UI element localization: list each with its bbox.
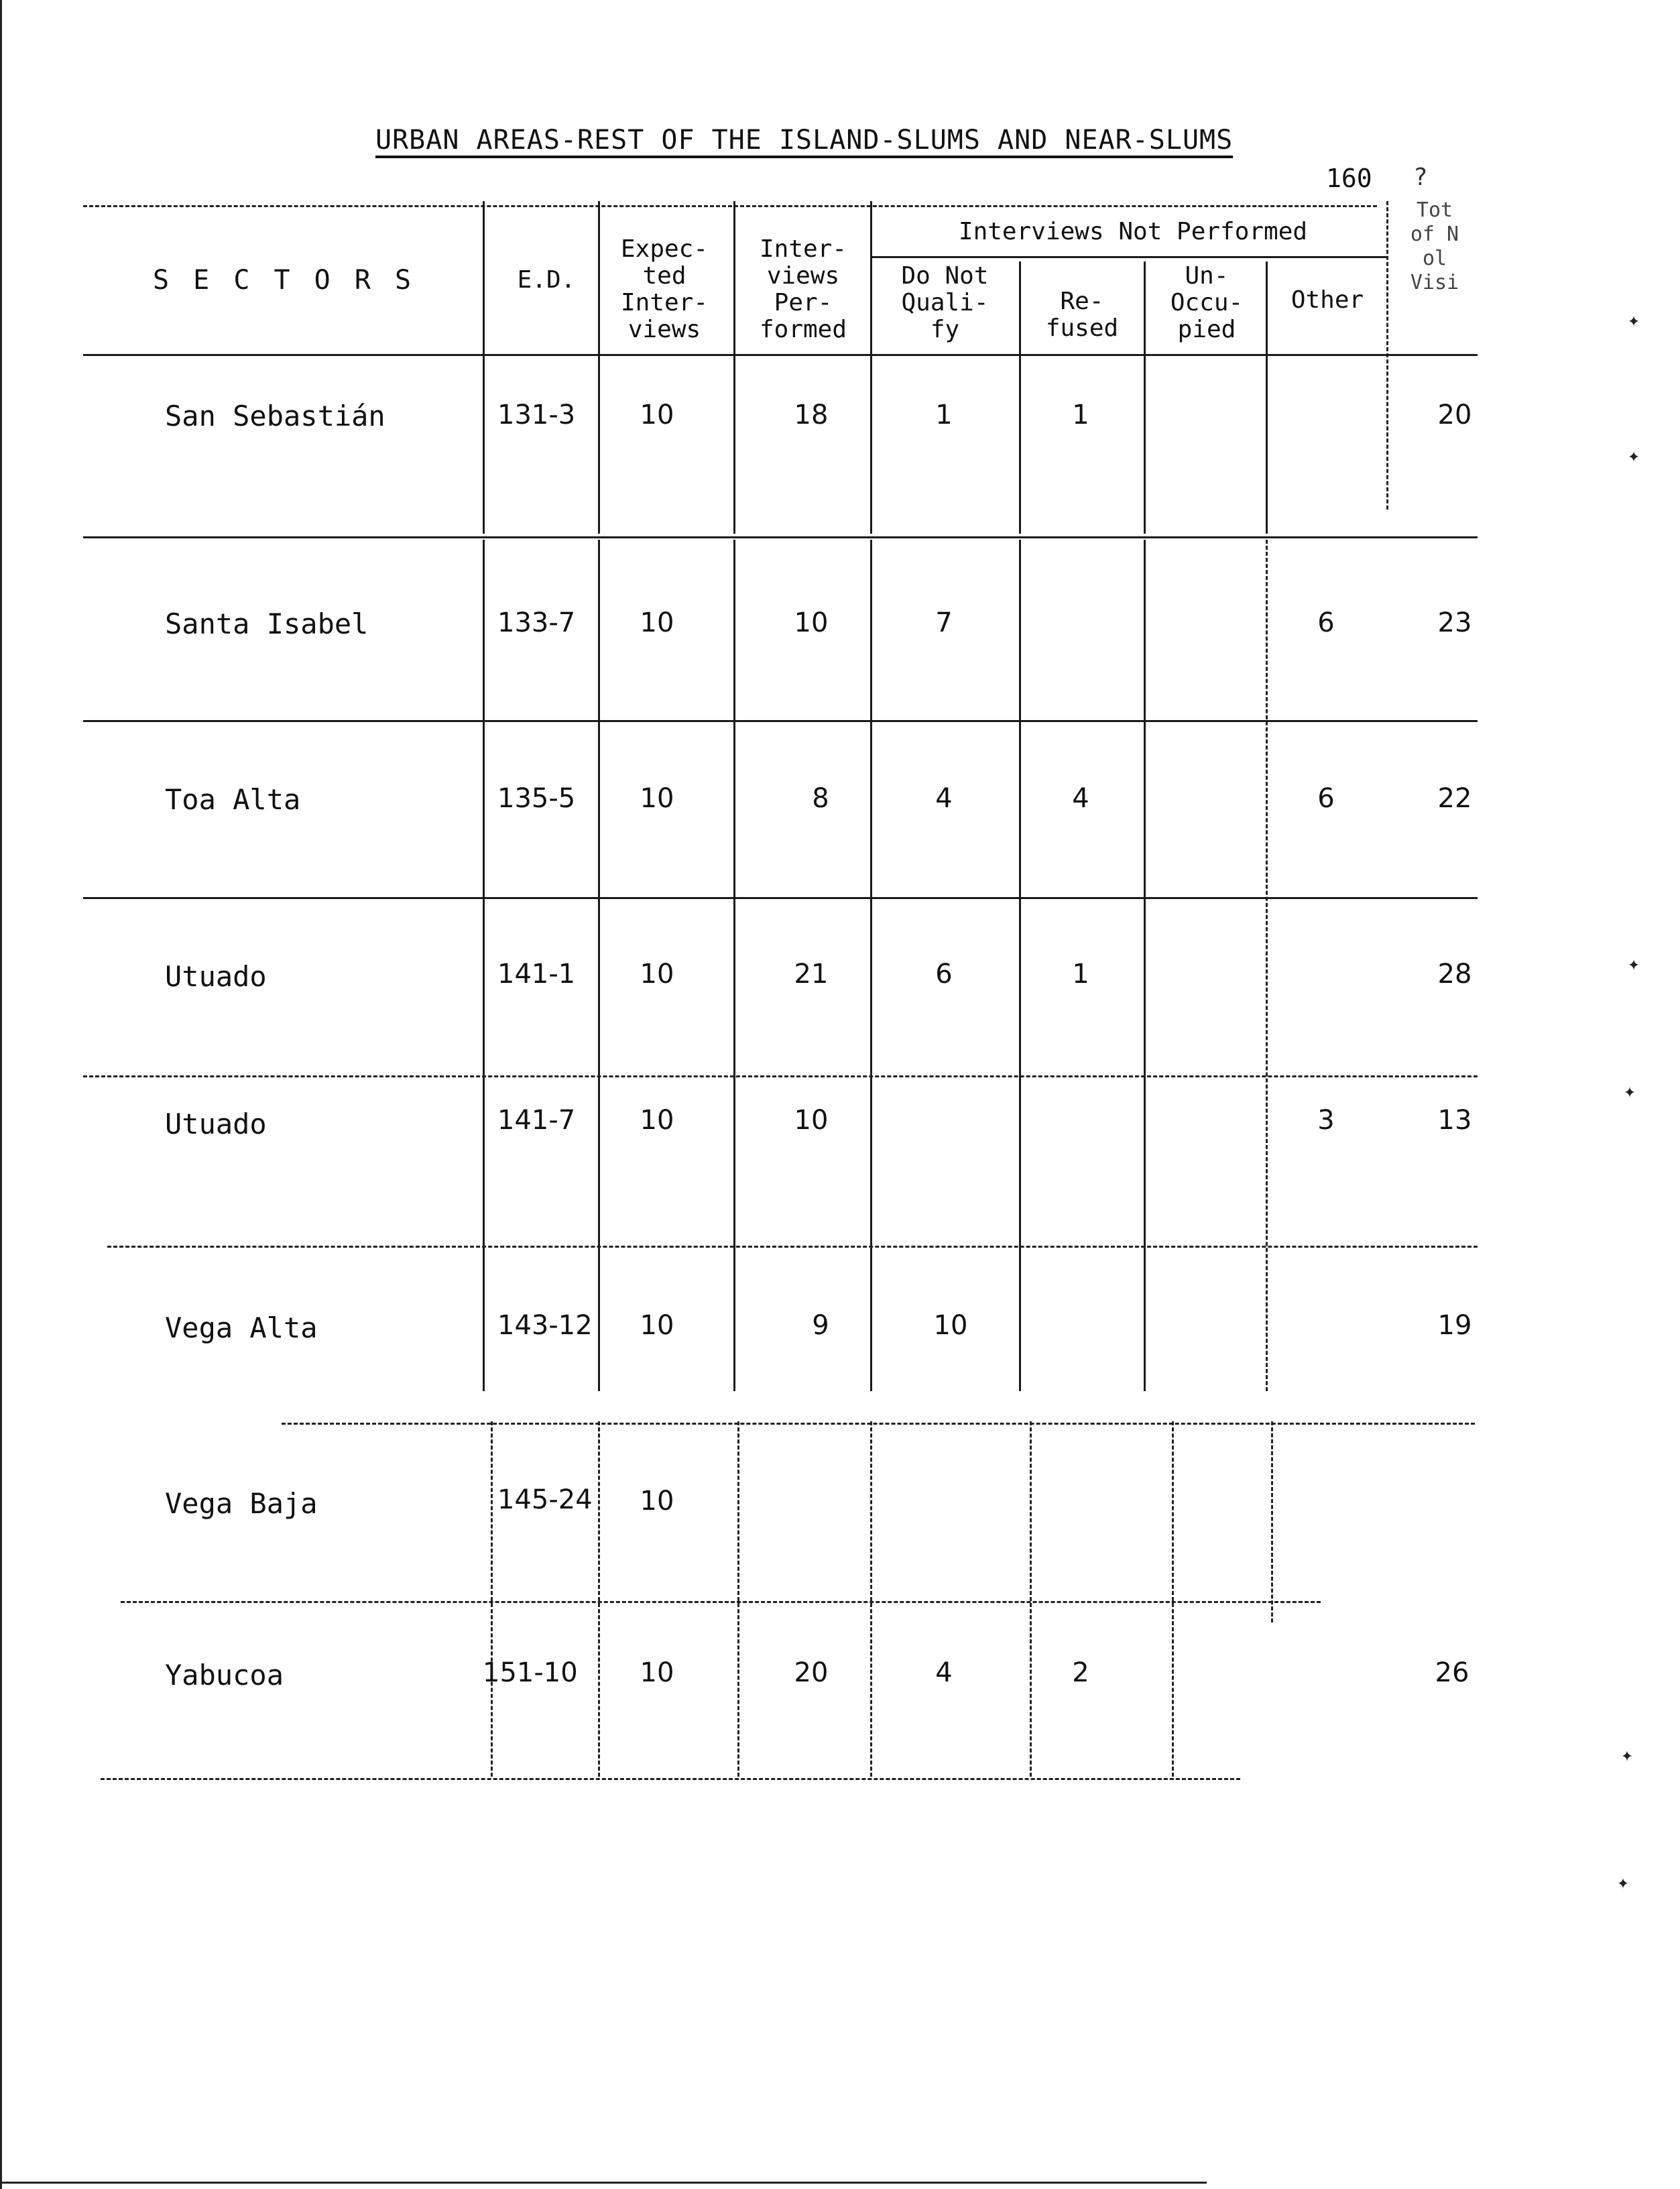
row-2-total: 23 <box>1437 607 1472 638</box>
header-total-visits: Tot of N ol Visi <box>1410 198 1459 294</box>
row-5-other: 3 <box>1317 1105 1335 1136</box>
col-line-6b <box>1144 540 1146 1391</box>
row-5-performed: 10 <box>794 1105 829 1136</box>
row-1-total: 20 <box>1437 400 1472 430</box>
row-5-total: 13 <box>1437 1105 1472 1136</box>
header-expected-interviews: Expec- ted Inter- views <box>620 235 709 343</box>
header-ed: E.D. <box>517 266 576 294</box>
row-8-total: 26 <box>1435 1657 1469 1688</box>
row-6-expected: 10 <box>640 1310 674 1341</box>
row-8-refused: 2 <box>1072 1657 1089 1688</box>
row-7-expected: 10 <box>640 1486 674 1517</box>
header-interviews-not-performed: Interviews Not Performed <box>958 218 1308 245</box>
row-rule-1 <box>83 536 1478 538</box>
col-line-1c <box>491 1421 493 1777</box>
row-rule-6 <box>282 1423 1475 1425</box>
col-line-1 <box>483 201 485 534</box>
header-interviews-performed: Inter- views Per- formed <box>759 235 847 343</box>
header-unoccupied: Un- Occu- pied <box>1170 262 1244 343</box>
row-2-other: 6 <box>1317 607 1335 638</box>
row-1-refused: 1 <box>1072 400 1089 430</box>
scan-speck: ✦ <box>1628 308 1640 332</box>
col-line-3 <box>733 201 735 534</box>
col-line-7 <box>1266 261 1268 534</box>
row-1-expected: 10 <box>640 400 674 430</box>
row-rule-5 <box>107 1246 1478 1248</box>
row-3-refused: 4 <box>1072 783 1089 814</box>
row-2-expected: 10 <box>640 607 674 638</box>
row-3-other: 6 <box>1317 783 1335 814</box>
row-1-performed: 18 <box>794 400 829 430</box>
row-4-performed: 21 <box>794 959 829 990</box>
row-3-total: 22 <box>1437 783 1472 814</box>
row-3-expected: 10 <box>640 783 674 814</box>
row-4-total: 28 <box>1437 959 1472 990</box>
row-rule-3 <box>83 897 1478 899</box>
row-5-ed: 141-7 <box>497 1105 576 1136</box>
col-line-6 <box>1144 261 1146 534</box>
page-edge-left <box>0 0 2 2189</box>
row-4-refused: 1 <box>1072 959 1089 990</box>
col-line-5 <box>1019 261 1021 534</box>
page-number: 160 <box>1326 164 1372 193</box>
group-underline <box>872 256 1388 258</box>
header-other: Other <box>1291 286 1364 314</box>
document-title: URBAN AREAS-REST OF THE ISLAND-SLUMS AND NEAR-SLUMS <box>375 125 1234 156</box>
row-2-sector: Santa Isabel <box>165 607 369 640</box>
row-6-total: 19 <box>1437 1310 1472 1341</box>
header-do-not-qualify: Do Not Quali- fy <box>901 262 989 343</box>
header-bottom-rule <box>83 354 1478 356</box>
page-edge-bottom <box>0 2182 1207 2184</box>
row-rule-4 <box>83 1075 1478 1077</box>
row-2-do-not-qualify: 7 <box>935 607 953 638</box>
row-1-sector: San Sebastián <box>165 400 385 432</box>
row-8-performed: 20 <box>794 1657 829 1688</box>
row-8-sector: Yabucoa <box>165 1659 284 1692</box>
row-4-do-not-qualify: 6 <box>935 959 953 990</box>
scan-speck: ✦ <box>1628 952 1640 975</box>
row-8-do-not-qualify: 4 <box>935 1657 953 1688</box>
row-6-performed: 9 <box>812 1310 829 1341</box>
col-line-4b <box>870 540 872 1391</box>
row-4-expected: 10 <box>640 959 674 990</box>
row-7-sector: Vega Baja <box>165 1487 318 1520</box>
scan-speck: ✦ <box>1621 1743 1634 1767</box>
row-3-ed: 135-5 <box>497 783 576 814</box>
row-6-do-not-qualify: 10 <box>933 1310 968 1341</box>
header-sectors: S E C T O R S <box>153 265 416 296</box>
row-rule-2 <box>83 720 1478 722</box>
row-7-ed: 145-24 <box>497 1484 593 1515</box>
col-line-4 <box>870 201 872 534</box>
col-line-1b <box>483 540 485 1391</box>
col-line-2c <box>598 1421 600 1777</box>
col-line-3b <box>733 540 735 1391</box>
corner-mark: ? <box>1413 164 1428 191</box>
col-line-3c <box>737 1421 739 1777</box>
row-4-ed: 141-1 <box>497 959 576 990</box>
row-2-performed: 10 <box>794 607 829 638</box>
col-line-2b <box>598 540 600 1391</box>
row-8-ed: 151-10 <box>483 1657 578 1688</box>
scan-speck: ✦ <box>1624 1079 1636 1103</box>
scan-speck: ✦ <box>1617 1871 1630 1894</box>
row-3-sector: Toa Alta <box>165 783 301 816</box>
col-line-5b <box>1019 540 1021 1391</box>
row-5-sector: Utuado <box>165 1108 267 1140</box>
col-line-4c <box>870 1421 872 1777</box>
header-top-rule <box>83 205 1377 207</box>
col-line-5c <box>1030 1421 1032 1777</box>
scan-speck: ✦ <box>1628 444 1640 467</box>
row-4-sector: Utuado <box>165 960 267 993</box>
col-line-7b <box>1266 540 1268 1391</box>
row-8-expected: 10 <box>640 1657 674 1688</box>
row-1-do-not-qualify: 1 <box>935 400 953 430</box>
row-2-ed: 133-7 <box>497 607 576 638</box>
row-6-ed: 143-12 <box>497 1310 593 1341</box>
row-5-expected: 10 <box>640 1105 674 1136</box>
row-6-sector: Vega Alta <box>165 1311 318 1344</box>
row-rule-8 <box>101 1778 1240 1780</box>
col-line-2 <box>598 201 600 534</box>
row-3-performed: 8 <box>812 783 829 814</box>
row-1-ed: 131-3 <box>497 400 576 430</box>
row-3-do-not-qualify: 4 <box>935 783 953 814</box>
row-rule-7 <box>121 1601 1321 1603</box>
col-line-7c <box>1271 1421 1273 1622</box>
col-line-8 <box>1386 201 1388 510</box>
col-line-6c <box>1172 1421 1174 1777</box>
header-refused: Re- fused <box>1045 288 1119 342</box>
